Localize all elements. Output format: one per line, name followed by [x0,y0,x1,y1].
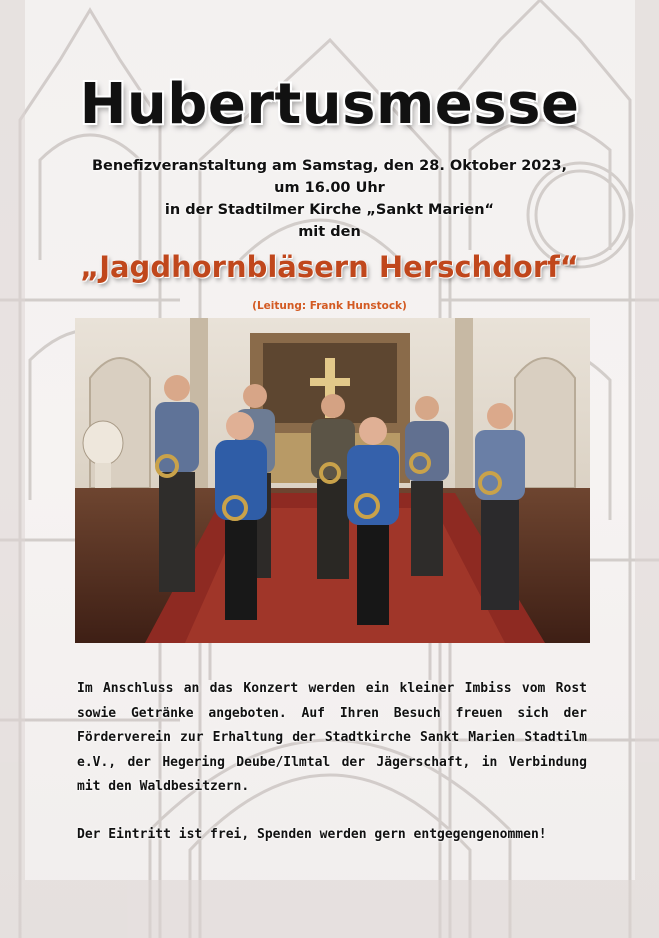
admission-note: Der Eintritt ist frei, Spenden werden gern entgegengenommen! [77,827,547,842]
group-photo [75,318,590,643]
page-title: Hubertusmesse [79,72,580,137]
subtitle-line-2: um 16.00 Uhr [274,180,385,196]
subtitle-line-1: Benefizveranstaltung am Samstag, den 28. Oktober 2023, [91,158,568,174]
info-paragraph: Im Anschluss an das Konzert werden ein kleiner Imbiss vom Rost sowie Getränke angeboten. Auf Ihren Besuch freuen sich der Förderverein zur Erhaltung der Stadtkirche Sankt Marien Stadtilm e.V., der Hegering Deube/Ilmtal der Jägerschaft, in Verbindung mit den Waldbesitzern. [77,681,587,794]
subtitle-line-4: mit den [298,224,361,240]
leader-credit: (Leitung: Frank Hunstock) [252,300,407,312]
subtitle-line-3: in der Stadtilmer Kirche „Sankt Marien“ [164,202,495,218]
group-name: „Jagdhornbläsern Herschdorf“ [80,250,579,284]
